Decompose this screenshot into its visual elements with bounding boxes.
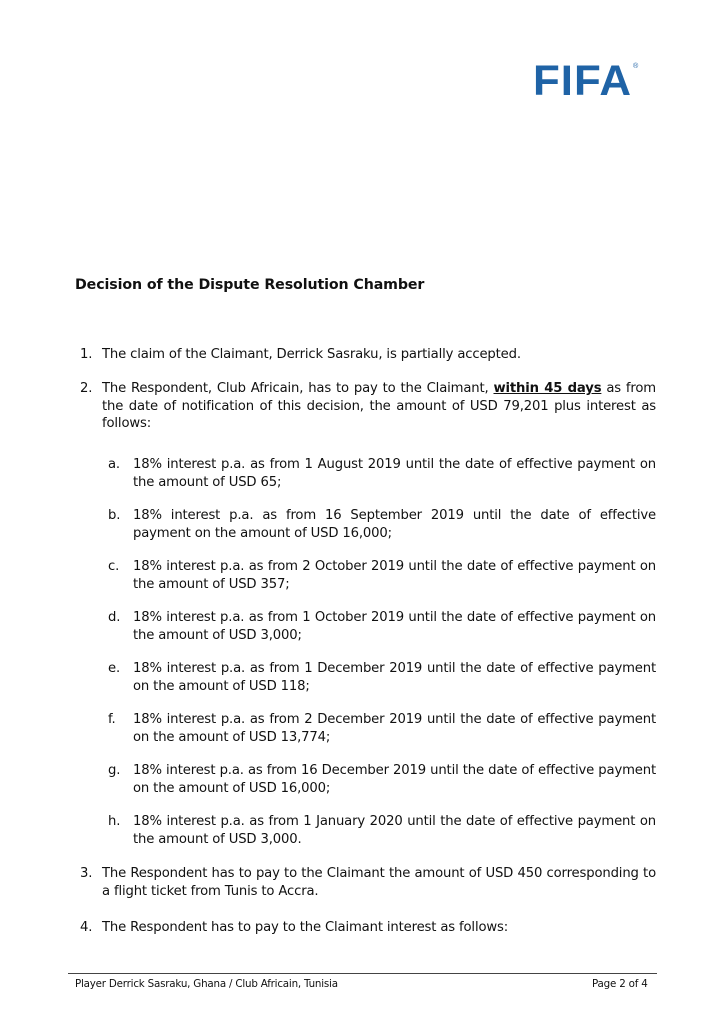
- subitem-text: 18% interest p.a. as from 2 December 2019 until the date of effective payment on the amount of USD 13,774;: [133, 712, 656, 745]
- subitem-text: 18% interest p.a. as from 1 December 2019 until the date of effective payment on the amount of USD 118;: [133, 661, 656, 694]
- decision-title: Decision of the Dispute Resolution Chamber: [75, 277, 425, 293]
- subitem-letter: e.: [108, 661, 121, 676]
- subitem-letter: h.: [108, 814, 121, 829]
- subitem-letter: d.: [108, 610, 121, 625]
- fifa-logo: [533, 57, 639, 105]
- interest-item-f: [108, 711, 656, 746]
- subitem-text: 18% interest p.a. as from 16 December 2019 until the date of effective payment on the amount of USD 16,000;: [133, 763, 656, 796]
- item-number: 1.: [80, 347, 93, 362]
- fifa-logo-text: FIFA: [533, 57, 633, 105]
- subitem-letter: c.: [108, 559, 120, 574]
- subitem-letter: b.: [108, 508, 121, 523]
- subitem-letter: g.: [108, 763, 121, 778]
- interest-item-e: [108, 660, 656, 695]
- decision-item-2: [80, 380, 656, 433]
- interest-item-c: [108, 558, 656, 593]
- interest-item-d: [108, 609, 656, 644]
- item-text: The claim of the Claimant, Derrick Sasraku, is partially accepted.: [102, 347, 521, 362]
- item-text-before: The Respondent, Club Africain, has to pay to the Claimant,: [102, 381, 494, 396]
- interest-item-h: [108, 813, 656, 848]
- subitem-text: 18% interest p.a. as from 16 September 2019 until the date of effective payment on the amount of USD 16,000;: [133, 508, 656, 541]
- item-number: 2.: [80, 381, 93, 396]
- interest-item-a: [108, 456, 656, 491]
- subitem-text: 18% interest p.a. as from 1 January 2020 until the date of effective payment on the amount of USD 3,000.: [133, 814, 656, 847]
- item-number: 4.: [80, 920, 93, 935]
- decision-item-4: [80, 919, 656, 937]
- item-text: [102, 380, 656, 433]
- footer-divider: [68, 973, 657, 974]
- interest-item-g: [108, 762, 656, 797]
- subitem-letter: f.: [108, 712, 116, 727]
- subitem-text: 18% interest p.a. as from 1 August 2019 until the date of effective payment on the amount of USD 65;: [133, 457, 656, 490]
- item-text-after: as from the date of notification of this decision, the amount of USD 79,201 plus interest as follows:: [102, 381, 657, 431]
- interest-item-b: [108, 507, 656, 542]
- item-text: The Respondent has to pay to the Claimant the amount of USD 450 corresponding to a flight ticket from Tunis to Accra.: [102, 866, 656, 899]
- subitem-text: 18% interest p.a. as from 1 October 2019 until the date of effective payment on the amount of USD 3,000;: [133, 610, 656, 643]
- footer-case-parties: Player Derrick Sasraku, Ghana / Club Africain, Tunisia: [75, 978, 338, 990]
- item-text: The Respondent has to pay to the Claimant interest as follows:: [102, 920, 509, 935]
- subitem-text: 18% interest p.a. as from 2 October 2019 until the date of effective payment on the amount of USD 357;: [133, 559, 656, 592]
- footer-page-number: Page 2 of 4: [592, 978, 648, 990]
- registered-mark-icon: ®: [632, 63, 639, 70]
- subitem-letter: a.: [108, 457, 120, 472]
- decision-item-3: [80, 865, 656, 900]
- deadline-emphasis: within 45 days: [493, 381, 602, 396]
- item-number: 3.: [80, 866, 93, 881]
- decision-item-1: [80, 346, 656, 364]
